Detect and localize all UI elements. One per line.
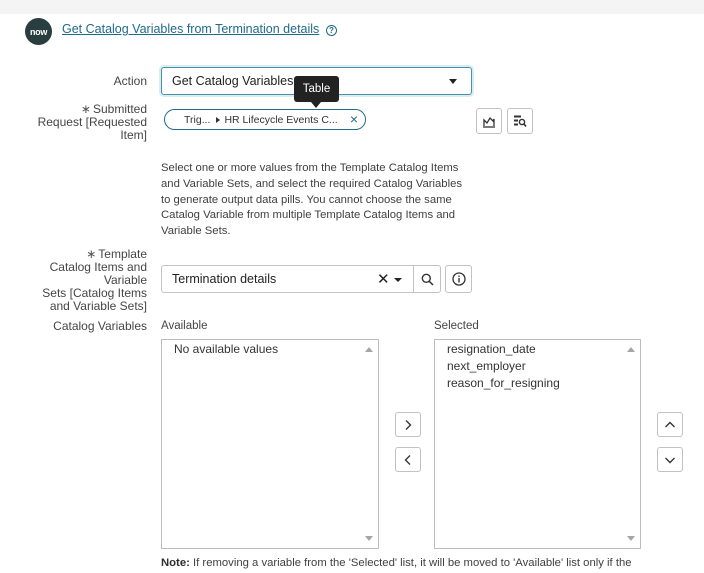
submitted-request-label-line3: Item] xyxy=(120,128,147,142)
submitted-request-label-line2: Request [Requested xyxy=(37,115,147,129)
required-marker: ∗ xyxy=(80,102,91,116)
selected-label: Selected xyxy=(434,320,479,332)
list-item[interactable]: next_employer xyxy=(447,359,526,373)
scroll-up-icon[interactable] xyxy=(627,347,635,352)
search-icon xyxy=(421,273,434,286)
scroll-down-icon[interactable] xyxy=(627,536,635,541)
note-prefix: Note: xyxy=(161,557,190,569)
clear-icon[interactable]: ✕ xyxy=(377,271,390,288)
template-catalog-label-line1: Template xyxy=(98,247,147,261)
template-catalog-label-line5: and Variable Sets] xyxy=(49,299,147,313)
available-listbox[interactable] xyxy=(161,339,379,549)
step-title-link[interactable]: Get Catalog Variables from Termination details xyxy=(62,22,320,36)
action-label: Action xyxy=(113,74,147,88)
data-pill[interactable] xyxy=(164,109,366,130)
submitted-request-label xyxy=(38,103,147,142)
remove-button[interactable] xyxy=(395,447,421,472)
now-logo: now xyxy=(25,18,52,45)
template-catalog-label-line3: Variable xyxy=(103,273,147,287)
move-down-button[interactable] xyxy=(657,447,683,472)
help-icon[interactable]: ? xyxy=(326,25,337,36)
add-button[interactable] xyxy=(395,412,421,437)
available-label: Available xyxy=(161,320,208,332)
scroll-down-icon[interactable] xyxy=(365,536,373,541)
pill-trigger-text: Trig... xyxy=(184,113,211,126)
data-picker-button[interactable] xyxy=(507,108,533,134)
move-up-button[interactable] xyxy=(657,412,683,437)
required-marker: ∗ xyxy=(86,247,97,261)
chevron-down-icon xyxy=(664,455,676,465)
lookup-button[interactable] xyxy=(413,265,441,293)
chevron-right-icon xyxy=(403,419,413,431)
submitted-request-label-line1: Submitted xyxy=(92,102,147,116)
pill-table-text: HR Lifecycle Events C... xyxy=(224,113,338,126)
template-catalog-input[interactable] xyxy=(161,265,414,293)
caret-right-icon xyxy=(216,117,220,123)
script-toggle-button[interactable] xyxy=(476,108,502,134)
note-text xyxy=(161,557,632,569)
selected-items xyxy=(435,341,640,392)
action-select-value: Get Catalog Variables xyxy=(172,74,294,88)
template-catalog-label-line2: Catalog Items and xyxy=(49,260,147,274)
chevron-down-icon[interactable] xyxy=(394,278,402,282)
list-item[interactable]: resignation_date xyxy=(447,342,536,356)
top-strip xyxy=(0,0,704,14)
note-body: If removing a variable from the 'Selected' list, it will be moved to 'Available' list only if the xyxy=(189,557,632,569)
info-icon xyxy=(452,272,466,286)
selected-listbox[interactable] xyxy=(434,339,641,549)
chevron-up-icon xyxy=(664,420,676,430)
list-empty-text: No available values xyxy=(174,342,279,356)
close-icon[interactable]: × xyxy=(349,111,358,127)
list-item[interactable]: reason_for_resigning xyxy=(447,376,560,390)
template-catalog-label-line4: Sets [Catalog Items xyxy=(42,286,147,300)
tooltip: Table xyxy=(294,76,339,102)
template-catalog-value: Termination details xyxy=(172,272,277,286)
data-picker-icon xyxy=(513,114,527,128)
description-text: Select one or more values from the Template Catalog Items and Variable Sets, and select the required Catalog Variables to generate output data pills. You cannot choose the same Catalog Variable from multiple Template Catalog Items and Variable Sets. xyxy=(161,162,463,238)
script-icon xyxy=(482,115,496,128)
chevron-down-icon xyxy=(449,79,457,84)
chevron-left-icon xyxy=(403,454,413,466)
template-catalog-label xyxy=(42,248,147,313)
info-button[interactable] xyxy=(445,265,472,293)
catalog-variables-label: Catalog Variables xyxy=(53,319,147,333)
scroll-up-icon[interactable] xyxy=(365,347,373,352)
